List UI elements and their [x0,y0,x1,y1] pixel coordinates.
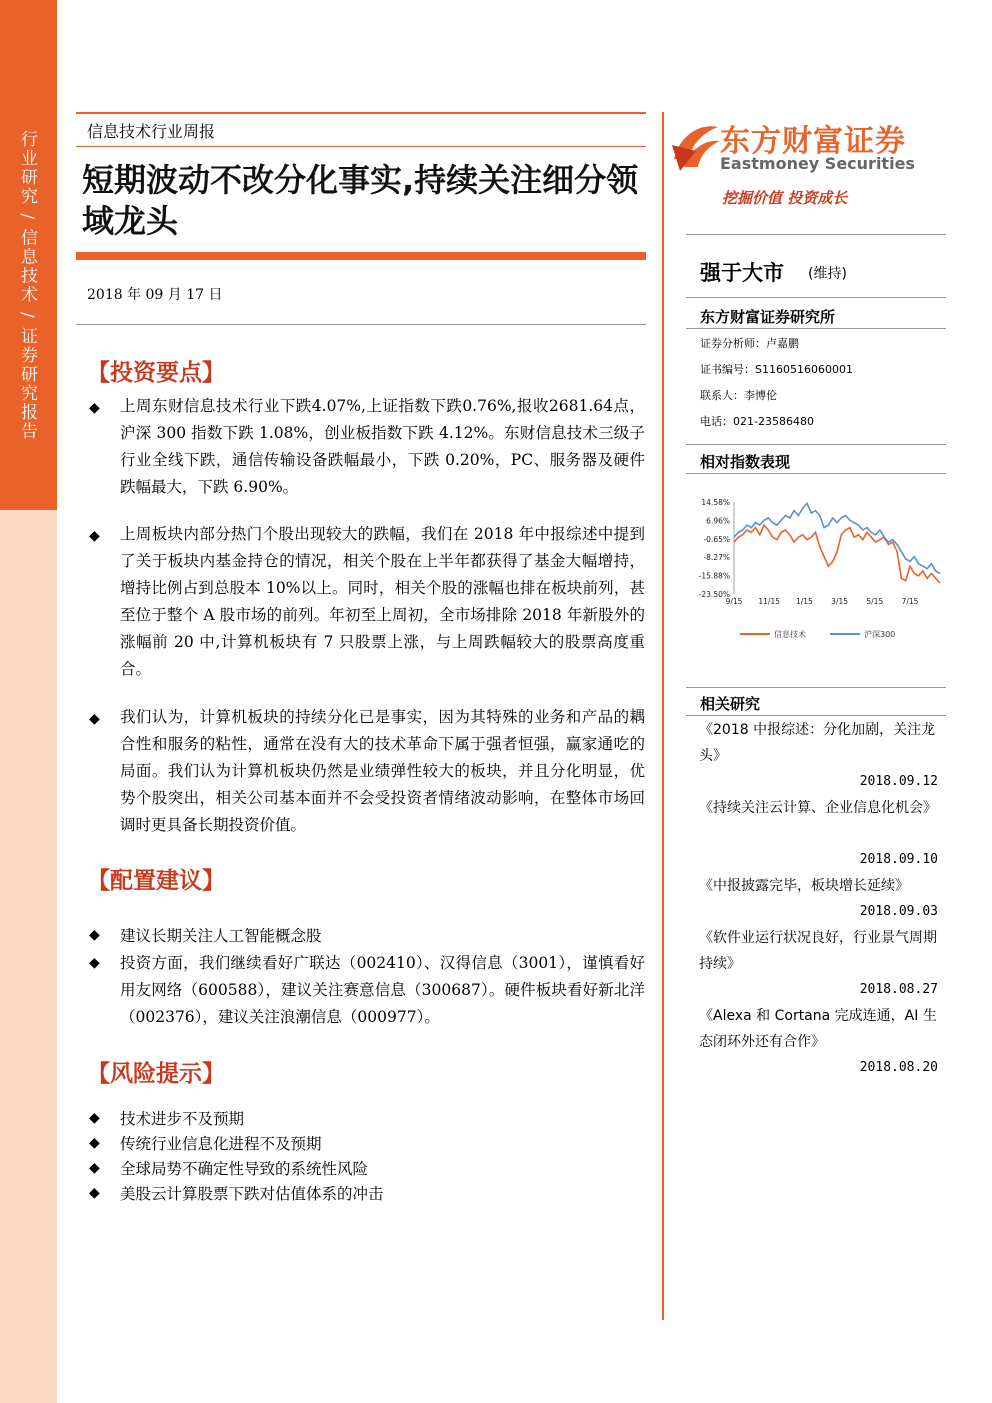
risk-item-4: 美股云计算股票下跌对估值体系的冲击 [120,1185,384,1203]
section-heading-risk: 【风险提示】 [87,1060,225,1087]
top-rule [76,112,646,114]
report-title: 短期波动不改分化事实,持续关注细分领域龙头 [82,161,639,240]
bullet-icon: ◆ [89,927,100,943]
rating-bottom-rule [686,297,946,298]
related-bottom-rule [686,715,946,716]
risk-item-1: 技术进步不及预期 [120,1110,245,1128]
config-item-2: 投资方面，我们继续看好广联达（002410）、汉得信息（3001），谨慎看好用友网络（600588），建议关注赛意信息（300687）。硬件板块看好新北洋（002376），建议关注浪潮信息（000977）。 [120,954,645,1026]
header-divider [76,146,646,147]
legend-label: 信息技术 [774,630,806,639]
related-item-date: 2018.08.20 [859,1060,938,1075]
rating-top-rule [686,234,946,235]
relative-index-chart [688,492,948,652]
institute-rule [686,328,946,329]
bullet-icon: ◆ [89,1135,100,1151]
column-divider [662,112,664,1320]
x-tick-label: 1/15 [795,597,813,606]
chart-title-top-rule [686,444,946,445]
phone-number: 电话：021-23586480 [700,415,814,428]
chart-title-bottom-rule [686,473,946,474]
related-item-title[interactable]: 《中报披露完毕，板块增长延续》 [699,878,909,894]
report-type: 信息技术行业周报 [87,122,216,141]
y-tick-label: -15.88% [698,571,730,581]
bullet-icon: ◆ [89,711,100,727]
section-heading-config: 【配置建议】 [87,867,225,894]
x-tick-label: 5/15 [866,597,884,606]
x-tick-label: 9/15 [725,597,743,606]
related-top-rule [686,687,946,688]
institute-name: 东方财富证券研究所 [700,308,836,326]
related-item-title[interactable]: 《2018 中报综述：分化加剧，关注龙头》 [699,722,936,764]
related-item-title[interactable]: 《Alexa 和 Cortana 完成连通，AI 生态闭环外还有合作》 [699,1008,937,1050]
invest-para-1: 上周东财信息技术行业下跌4.07%,上证指数下跌0.76%,报收2681.64点，沪深 300 指数下跌 1.08%，创业板指数下跌 4.12%。东财信息技术三级子行业全线下跌，通信传输设备跌幅最小，下跌 0.20%，PC、服务器及硬件跌幅最大，下跌 6.90%。 [120,397,645,496]
invest-para-2: 上周板块内部分热门个股出现较大的跌幅，我们在 2018 年中报综述中提到了关于板块内基金持仓的情况，相关个股在上半年都获得了基金大幅增持，增持比例占到总股本 10%以上。同时，相关个股的涨幅也排在板块前列，甚至位于整个 A 股市场的前列。年初至上周初，全市场排除 2018 年新股外的涨幅前 20 中,计算机板块有 7 只股票上涨，与上周跌幅较大的股票高度重合。 [120,525,645,678]
invest-para-3: 我们认为，计算机板块的持续分化已是事实，因为其特殊的业务和产品的耦合性和服务的粘性，通常在没有大的技术革命下属于强者恒强，赢家通吃的局面。我们认为计算机板块仍然是业绩弹性较大的板块，并且分化明显，优势个股突出，相关公司基本面并不会受投资者情绪波动影响，在整体市场回调时更具备长期投资价值。 [120,708,645,834]
brand-slogan: 挖掘价值 投资成长 [722,189,848,207]
sidebar-band-light [0,510,57,1403]
bullet-icon: ◆ [89,400,100,416]
related-item-date: 2018.09.03 [859,904,938,919]
section-heading-invest: 【投资要点】 [87,359,225,386]
series-line-hs300 [734,503,940,573]
analyst-name: 证券分析师：卢嘉鹏 [700,337,799,350]
related-item-date: 2018.08.27 [859,982,938,997]
related-item-date: 2018.09.10 [859,852,938,867]
related-title: 相关研究 [700,695,761,713]
x-tick-label: 7/15 [901,597,919,606]
y-tick-label: 14.58% [701,498,730,507]
y-tick-label: -23.50% [698,590,730,599]
brand-name-en: Eastmoney Securities [720,154,915,173]
related-item-title[interactable]: 《持续关注云计算、企业信息化机会》 [699,800,937,816]
legend-label: 沪深300 [864,630,896,639]
contact-name: 联系人：李博伦 [700,389,777,402]
risk-item-2: 传统行业信息化进程不及预期 [120,1135,322,1153]
cert-number: 证书编号：S1160516060001 [700,363,853,376]
x-tick-label: 11/15 [758,597,781,606]
title-bar [76,252,646,260]
y-tick-label: -8.27% [703,553,730,563]
y-tick-label: -0.65% [703,534,730,544]
related-item-title[interactable]: 《软件业运行状况良好，行业景气周期持续》 [699,930,937,972]
bullet-icon: ◆ [89,1110,100,1126]
chart-section-title: 相对指数表现 [700,453,791,471]
y-tick-label: 6.96% [706,516,730,526]
risk-item-3: 全球局势不确定性导致的系统性风险 [120,1160,369,1178]
series-line-info-tech [734,525,940,583]
sidebar-category-text: 行业研究 / 信息技术 / 证券研究报告 [17,130,37,442]
config-item-1: 建议长期关注人工智能概念股 [120,927,322,945]
bullet-icon: ◆ [89,1185,100,1201]
related-item-date: 2018.09.12 [859,774,938,789]
report-date: 2018 年 09 月 17 日 [87,287,223,303]
bullet-icon: ◆ [89,955,100,971]
brand-name-cn: 东方财富证券 [720,124,906,159]
x-tick-label: 3/15 [831,597,849,606]
rating-note: (维持) [808,266,847,282]
rating-label: 强于大市 [700,261,784,285]
date-divider [76,324,646,325]
bullet-icon: ◆ [89,528,100,544]
bullet-icon: ◆ [89,1160,100,1176]
